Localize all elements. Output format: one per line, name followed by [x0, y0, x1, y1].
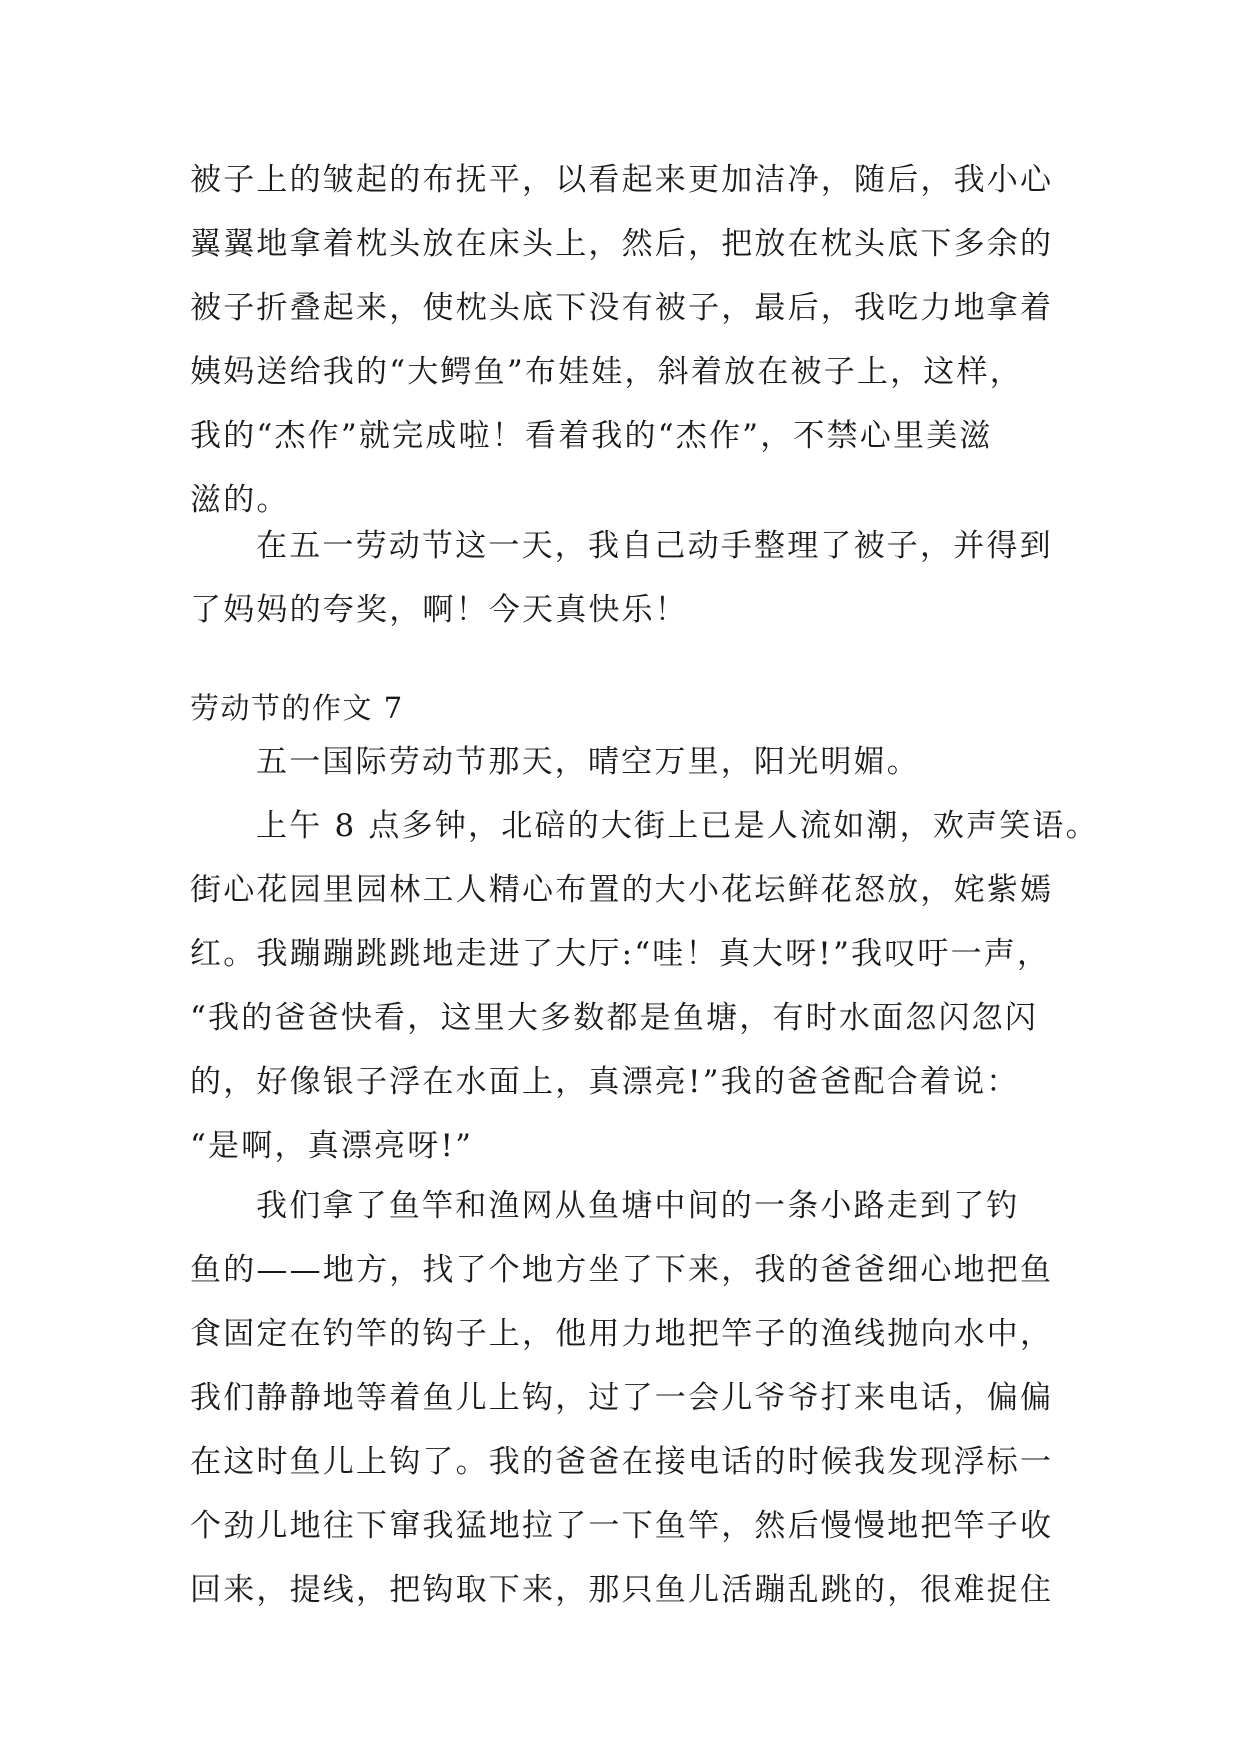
text-line: 姨妈送给我的“大鳄鱼”布娃娃，斜着放在被子上，这样， [190, 354, 1023, 390]
text-line: 在这时鱼儿上钩了。我的爸爸在接电话的时候我发现浮标一 [190, 1444, 1054, 1480]
text-line: 翼翼地拿着枕头放在床头上，然后，把放在枕头底下多余的 [190, 226, 1054, 262]
text-line: 上午 8 点多钟，北碚的大街上已是人流如潮，欢声笑语。 [256, 808, 1099, 844]
text-line: “是啊，真漂亮呀!” [190, 1128, 474, 1164]
text-line: 我的“杰作”就完成啦！看着我的“杰作”，不禁心里美滋 [190, 418, 993, 454]
text-line: 回来，提线，把钩取下来，那只鱼儿活蹦乱跳的，很难捉住 [190, 1572, 1054, 1608]
paragraph-intro [190, 730, 1099, 1178]
text-line: 滋的。 [190, 482, 290, 518]
text-line: “我的爸爸快看，这里大多数都是鱼塘，有时水面忽闪忽闪 [190, 1000, 1039, 1036]
text-line: 在五一劳动节这一天，我自己动手整理了被子，并得到 [256, 528, 1053, 564]
paragraph-conclusion [190, 514, 1053, 642]
text-line: 了妈妈的夸奖，啊！今天真快乐！ [190, 592, 688, 628]
text-line: 街心花园里园林工人精心布置的大小花坛鲜花怒放，姹紫嫣 [190, 872, 1054, 908]
essay-heading: 劳动节的作文 7 [190, 691, 404, 725]
text-line: 食固定在钓竿的钩子上，他用力地把竿子的渔线抛向水中， [190, 1316, 1054, 1352]
text-line: 个劲儿地往下窜我猛地拉了一下鱼竿，然后慢慢地把竿子收 [190, 1508, 1054, 1544]
text-line: 我们静静地等着鱼儿上钩，过了一会儿爷爷打来电话，偏偏 [190, 1380, 1054, 1416]
text-line: 被子上的皱起的布抚平，以看起来更加洁净，随后，我小心 [190, 162, 1054, 198]
text-line: 的，好像银子浮在水面上，真漂亮!”我的爸爸配合着说： [190, 1064, 1020, 1100]
text-line: 鱼的——地方，找了个地方坐了下来，我的爸爸细心地把鱼 [190, 1252, 1054, 1288]
paragraph-continuation [190, 148, 1054, 532]
text-line: 红。我蹦蹦跳跳地走进了大厅:“哇！真大呀!”我叹吁一声， [190, 936, 1051, 972]
text-line: 五一国际劳动节那天，晴空万里，阳光明媚。 [256, 744, 920, 780]
text-line: 我们拿了鱼竿和渔网从鱼塘中间的一条小路走到了钓 [256, 1188, 1020, 1224]
text-line: 被子折叠起来，使枕头底下没有被子，最后，我吃力地拿着 [190, 290, 1054, 326]
paragraph-fishing [190, 1174, 1054, 1622]
